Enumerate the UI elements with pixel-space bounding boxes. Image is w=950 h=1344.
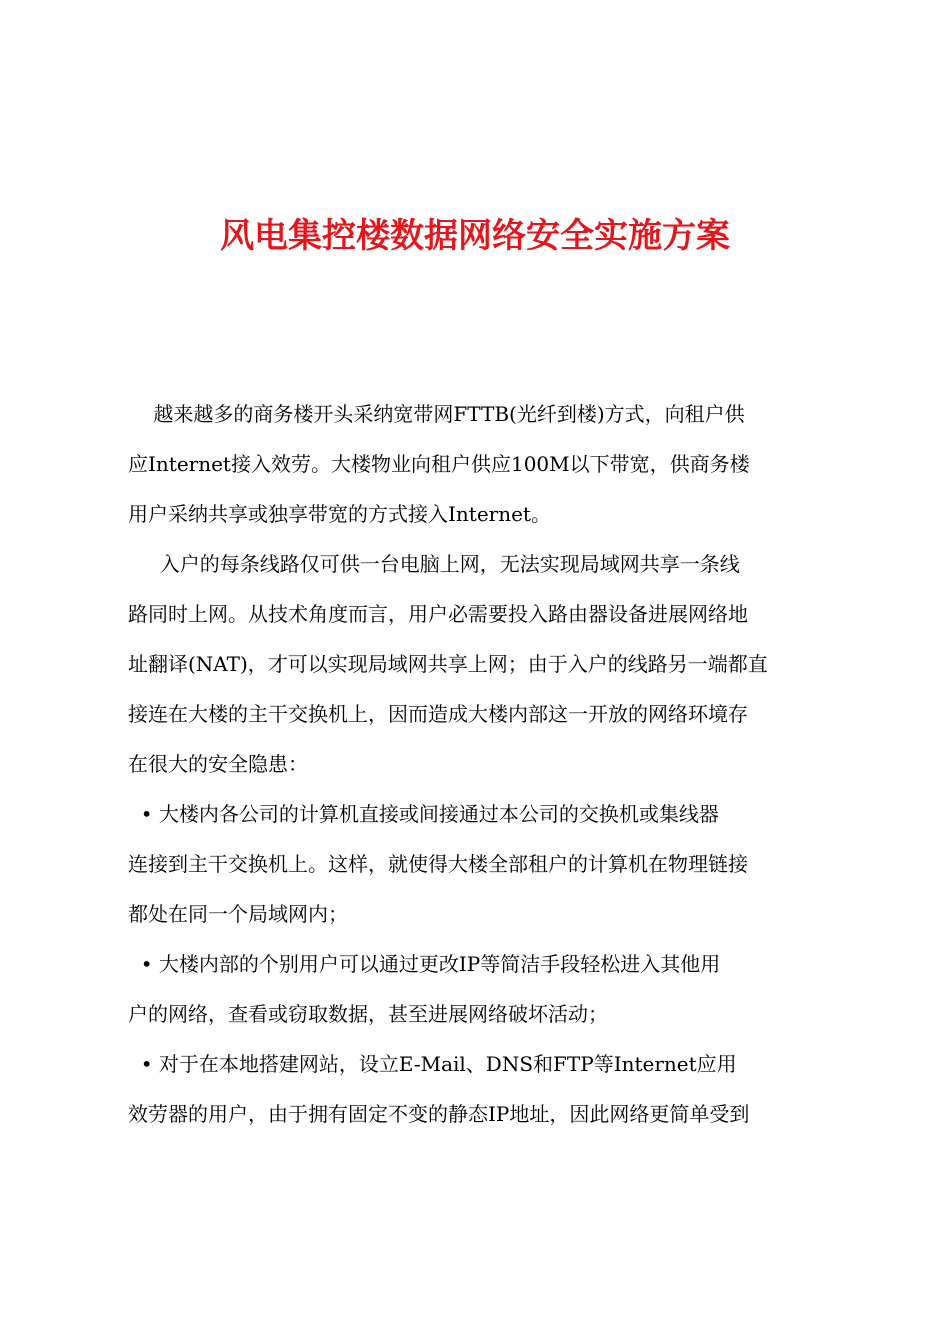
text-line: 接连在大楼的主干交换机上，因而造成大楼内部这一开放的网络环境存 [128, 702, 748, 726]
bullet-item [128, 1039, 832, 1139]
text-line: 连接到主干交换机上。这样，就使得大楼全部租户的计算机在物理链接 [128, 852, 748, 876]
text-line: 越来越多的商务楼开头采纳宽带网FTTB(光纤到楼)方式，向租户供 [128, 402, 745, 426]
bullet-item [128, 789, 832, 939]
text-line: 路同时上网。从技术角度而言，用户必需要投入路由器设备进展网络地 [128, 602, 748, 626]
text-line: 址翻译(NAT)，才可以实现局域网共享上网；由于入户的线路另一端都直 [128, 652, 768, 676]
text-line: 入户的每条线路仅可供一台电脑上网，无法实现局域网共享一条线 [128, 552, 740, 576]
text-line: • 对于在本地搭建网站，设立E-Mail、DNS和FTP等Internet应用 [128, 1052, 737, 1076]
paragraph-risk-overview [128, 539, 832, 789]
text-line: • 大楼内部的个别用户可以通过更改IP等简洁手段轻松进入其他用 [128, 952, 721, 976]
text-line: 在很大的安全隐患： [128, 752, 308, 776]
text-line: 应Internet接入效劳。大楼物业向租户供应100M以下带宽，供商务楼 [128, 452, 750, 476]
paragraph-intro [128, 389, 832, 539]
text-line: 户的网络，查看或窃取数据，甚至进展网络破坏活动； [128, 1002, 608, 1026]
document-body [128, 389, 832, 1139]
text-line: 效劳器的用户，由于拥有固定不变的静态IP地址，因此网络更简单受到 [128, 1102, 750, 1126]
text-line: 都处在同一个局域网内； [128, 902, 348, 926]
text-line: • 大楼内各公司的计算机直接或间接通过本公司的交换机或集线器 [128, 802, 719, 826]
bullet-item [128, 939, 832, 1039]
document-title: 风电集控楼数据网络安全实施方案 [220, 216, 730, 256]
text-line: 用户采纳共享或独享带宽的方式接入Internet。 [128, 502, 551, 526]
